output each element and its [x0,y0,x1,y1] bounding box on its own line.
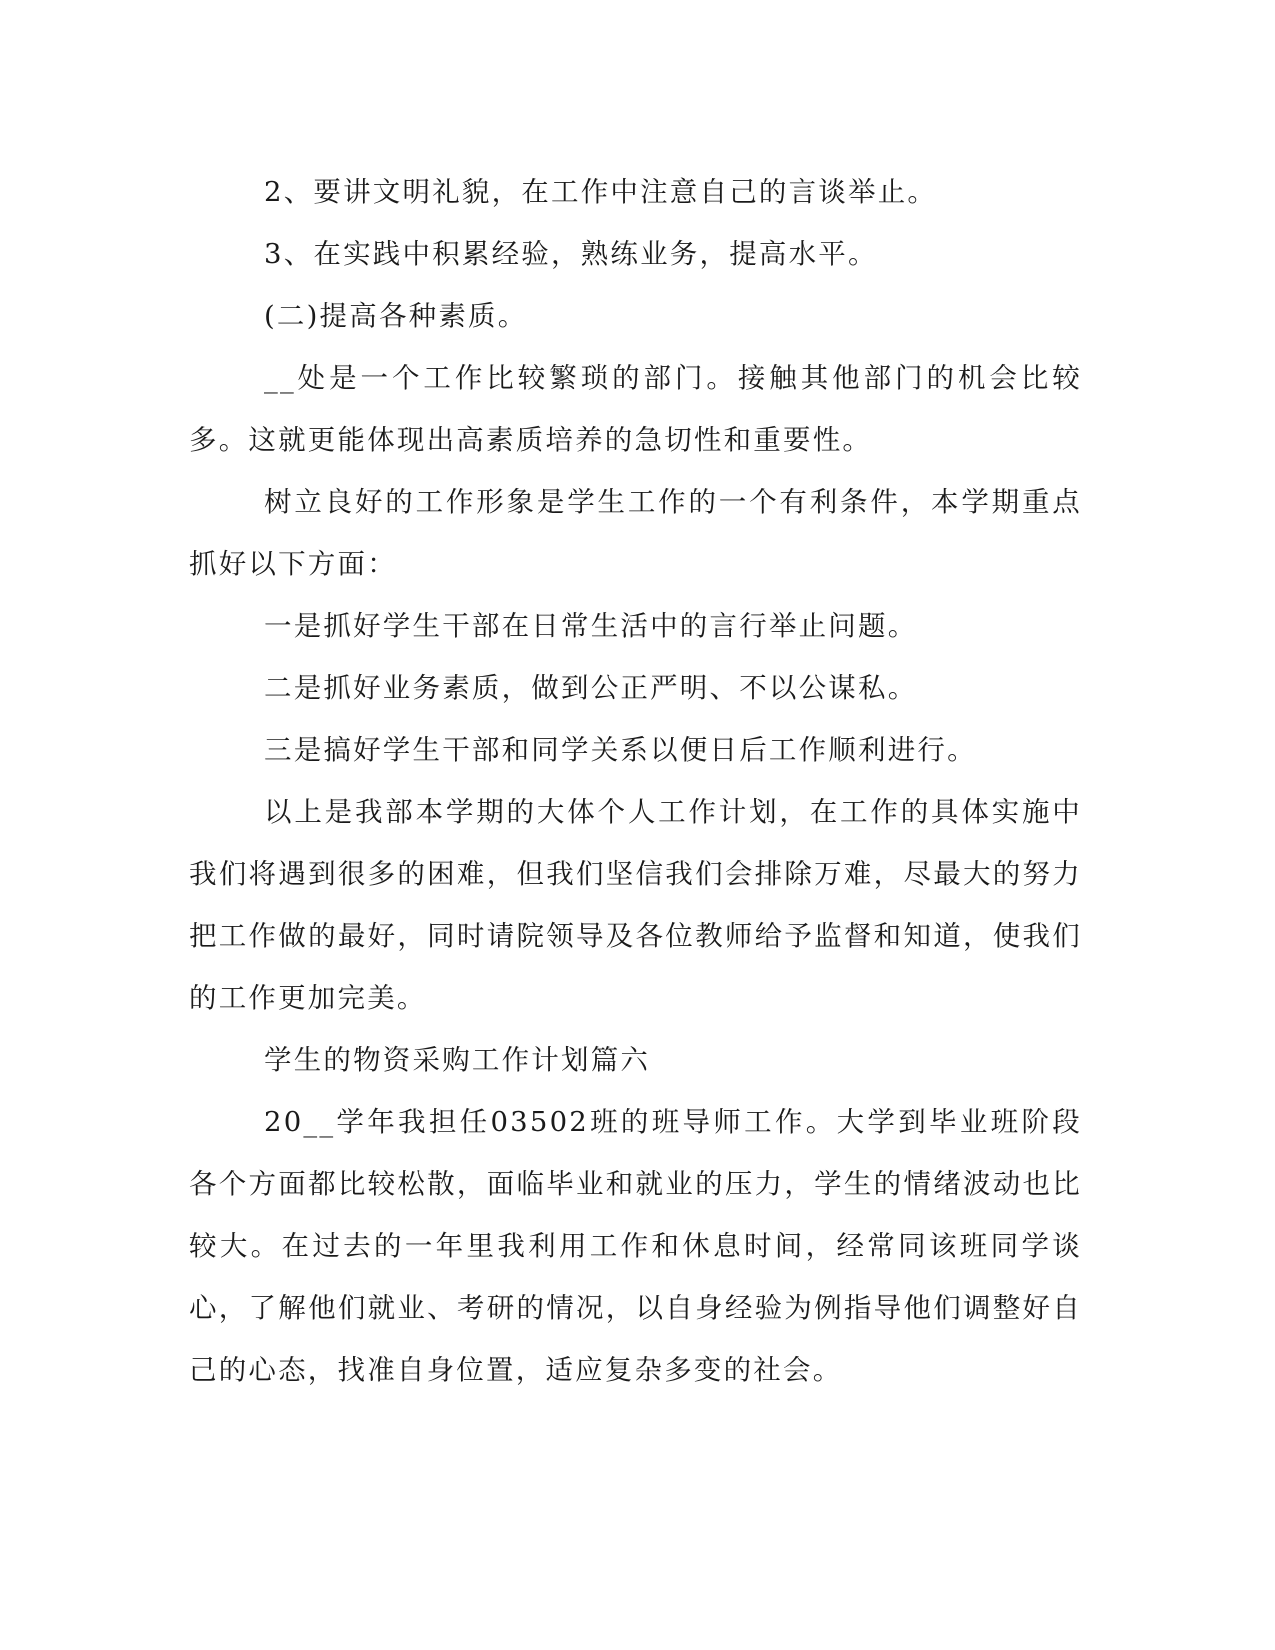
paragraph-summary: 以上是我部本学期的大体个人工作计划，在工作的具体实施中我们将遇到很多的困难，但我们坚信我们会排除万难，尽最大的努力把工作做的最好，同时请院领导及各位教师给予监督和知道，使我们的工作更加完美。 [189,796,1082,1014]
section-heading-improve-quality: (二)提高各种素质。 [264,300,528,332]
section-title-part-six: 学生的物资采购工作计划篇六 [264,1044,651,1076]
paragraph-point-three: 三是搞好学生干部和同学关系以便日后工作顺利进行。 [264,734,977,766]
document-body [189,161,1082,1401]
paragraph-point-two: 二是抓好业务素质，做到公正严明、不以公谋私。 [264,672,918,704]
paragraph-point-one: 一是抓好学生干部在日常生活中的言行举止问题。 [264,610,918,642]
paragraph-work-image: 树立良好的工作形象是学生工作的一个有利条件，本学期重点抓好以下方面： [189,486,1082,580]
paragraph-class-advisor: 20__学年我担任03502班的班导师工作。大学到毕业班阶段各个方面都比较松散，面临毕业和就业的压力，学生的情绪波动也比较大。在过去的一年里我利用工作和休息时间，经常同该班同学谈心，了解他们就业、考研的情况，以自身经验为例指导他们调整好自己的心态，找准自身位置，适应复杂多变的社会。 [189,1106,1082,1386]
paragraph-item-3: 3、在实践中积累经验，熟练业务，提高水平。 [264,238,878,270]
paragraph-item-2: 2、要讲文明礼貌，在工作中注意自己的言谈举止。 [264,176,938,208]
paragraph-department-description: __处是一个工作比较繁琐的部门。接触其他部门的机会比较多。这就更能体现出高素质培养的急切性和重要性。 [189,362,1082,456]
